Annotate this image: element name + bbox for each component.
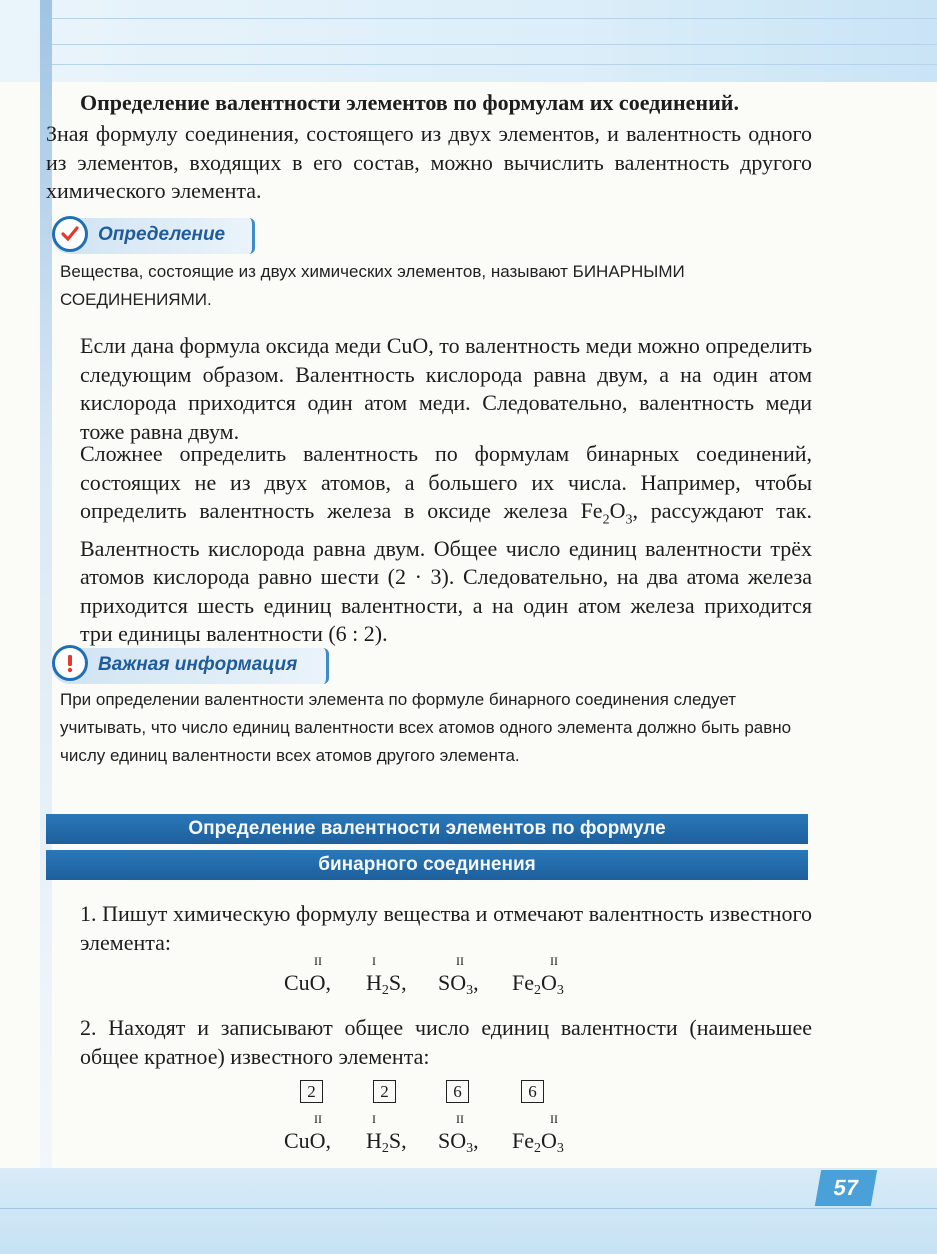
formula-row-1	[0, 954, 937, 1010]
page-number: 57	[815, 1170, 877, 1206]
checkmark-icon	[52, 216, 88, 252]
valence-label: II	[456, 1112, 464, 1126]
valence-label: II	[456, 954, 464, 968]
formula-h2s	[366, 954, 407, 999]
valence-label: I	[372, 954, 376, 968]
cuo-paragraph	[46, 332, 812, 446]
lcm-box: 6	[521, 1080, 544, 1103]
algorithm-banner-line2: бинарного соединения	[46, 850, 808, 880]
header-rule	[40, 44, 937, 45]
valence-label: I	[372, 1112, 376, 1126]
page-top-band	[0, 0, 937, 82]
page-bottom-band	[0, 1168, 937, 1254]
formula-fe2o3	[512, 954, 564, 999]
formula-row-2	[0, 1112, 937, 1168]
formula-o: O	[609, 498, 626, 523]
step2-text: 2. Находят и записывают общее число единиц валентности (наименьшее общее кратное) известного элемента:	[80, 1015, 812, 1069]
intro-text: Зная формулу соединения, состоящего из двух элементов, и валентность одного из элементов, входящих в его состав, можно вычислить валентность другого химического элемента.	[46, 121, 812, 203]
algorithm-banner-line1: Определение валентности элементов по формуле	[46, 814, 808, 844]
step2-paragraph	[46, 1014, 812, 1071]
formula-sub: 2	[602, 512, 610, 528]
important-title: Важная информация	[98, 654, 298, 675]
header-rule	[40, 64, 937, 65]
fe2o3-paragraph	[46, 440, 812, 649]
fe2o3-formula	[580, 498, 633, 528]
exclamation-icon	[52, 645, 88, 681]
formula-text: $H_2S$,	[366, 970, 407, 998]
formula-text: $H_2S$,	[366, 1128, 407, 1156]
formula-text: $Fe_2O_3$	[512, 970, 564, 998]
valence-label: II	[550, 1112, 558, 1126]
intro-paragraph	[46, 120, 812, 206]
formula-fe2o3	[512, 1112, 564, 1157]
formula-so3	[438, 1112, 479, 1157]
section-heading: Определение валентности элементов по формулам их соединений.	[80, 90, 739, 115]
definition-text: Вещества, состоящие из двух химических элементов, называют БИНАРНЫМИ СОЕДИНЕНИЯМИ.	[60, 262, 685, 309]
step1-text: 1. Пишут химическую формулу вещества и отмечают валентность известного элемента:	[80, 901, 812, 955]
lcm-box: 2	[373, 1080, 396, 1103]
formula-so3	[438, 954, 479, 999]
formula-fe: Fe	[580, 498, 603, 523]
formula-text: $Fe_2O_3$	[512, 1128, 564, 1156]
valence-label: II	[314, 954, 322, 968]
formula-cuo	[284, 1112, 332, 1154]
formula-sub: 3	[625, 512, 633, 528]
fe2o3-text	[46, 440, 812, 649]
valence-label: II	[550, 954, 558, 968]
formula-text: $SO_3$,	[438, 970, 479, 998]
lcm-box: 2	[300, 1080, 323, 1103]
important-text: При определении валентности элемента по формуле бинарного соединения следует учитывать, что число единиц валентности всех атомов одного элемента должно быть равно числу единиц валентности всех атомов другого элемента.	[60, 690, 792, 765]
definition-title: Определение	[98, 224, 226, 245]
formula-h2s	[366, 1112, 407, 1157]
cuo-text: Если дана формула оксида меди CuO, то валентность меди можно определить следующим образом. Валентность кислорода равна двум, а на один атом кислорода приходится один атом меди. Следовательно, валентность меди тоже равна двум.	[80, 333, 812, 444]
step1-paragraph	[46, 900, 812, 957]
formula-text: $SO_3$,	[438, 1128, 479, 1156]
formula-text: CuO,	[284, 1128, 332, 1153]
fe2o3-text-after: , рассуждают так. Валентность кислорода равна двум. Общее число единиц валентности трёх атомов кислорода равно шести (2 · 3). Следовательно, на два атома железа приходится шесть единиц валентности, а на один атом железа приходится три единицы валентности (6 : 2).	[80, 498, 812, 647]
lcm-box: 6	[446, 1080, 469, 1103]
valence-label: II	[314, 1112, 322, 1126]
formula-cuo	[284, 954, 332, 996]
formula-text: CuO,	[284, 970, 332, 995]
fe2o3-text-before: Сложнее определить валентность по формулам бинарных соединений, состоящих не из двух атомов, а большего их числа. Например, чтобы определить валентность железа в оксиде железа	[80, 441, 812, 523]
footer-rule	[0, 1208, 937, 1209]
header-rule	[40, 18, 937, 19]
